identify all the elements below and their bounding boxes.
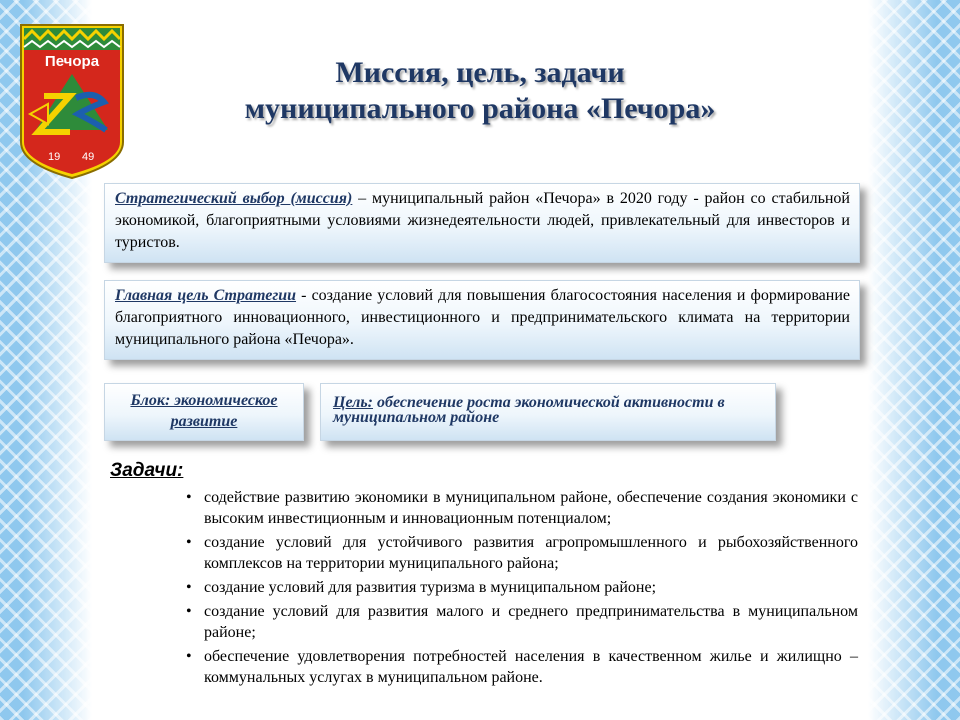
- task-item: • создание условий для устойчивого развития агропромышленного и рыбохозяйственного комплексов на территории муниципального района;: [186, 532, 858, 574]
- block-goal-text: обеспечение роста экономической активности в муниципальном районе: [333, 394, 725, 426]
- emblem-year-left: 19: [48, 151, 61, 163]
- tasks-heading: Задачи:: [110, 460, 184, 481]
- task-item: • обеспечение удовлетворения потребностей населения в качественном жилье и жилищно – коммунальных услугах в муниципальном районе.: [186, 646, 858, 688]
- mission-text: – муниципальный район «Печора» в 2020 году - район со стабильной экономикой, благоприятными условиями жизнедеятельности людей, привлекательный для инвесторов и туристов.: [115, 190, 850, 251]
- slide-title: [180, 55, 780, 127]
- block-label: Блок: экономическое развитие: [130, 392, 278, 430]
- task-item: • содействие развитию экономики в муниципальном районе, обеспечение создания экономики с высоким инвестиционным и инновационным потенциалом;: [186, 487, 858, 529]
- task-item: • создание условий для развития малого и среднего предпринимательства в муниципальном районе;: [186, 601, 858, 643]
- mission-box: [104, 183, 860, 263]
- slide-title-line-2: муниципального района «Печора»: [244, 92, 716, 125]
- task-item: • создание условий для развития туризма в муниципальном районе;: [186, 577, 858, 598]
- emblem-year-right: 49: [82, 151, 95, 163]
- right-ornament-border: [868, 0, 960, 720]
- tasks-list: [186, 487, 858, 691]
- block-goal-box: [320, 383, 776, 441]
- slide-title-line-1: Миссия, цель, задачи: [335, 56, 625, 89]
- main-goal-box: [104, 280, 860, 360]
- block-label-box: [104, 383, 304, 441]
- mission-label: Стратегический выбор (миссия): [115, 190, 353, 207]
- emblem-name: Печора: [44, 53, 100, 70]
- block-goal-label: Цель:: [333, 394, 373, 411]
- main-goal-text: - создание условий для повышения благосостояния населения и формирование благоприятного инновационного, инвестиционного и предпринимательского климата на территории муниципального района «Печора».: [115, 287, 850, 348]
- main-goal-label: Главная цель Стратегии: [115, 287, 297, 304]
- pechora-coat-of-arms: [18, 22, 126, 180]
